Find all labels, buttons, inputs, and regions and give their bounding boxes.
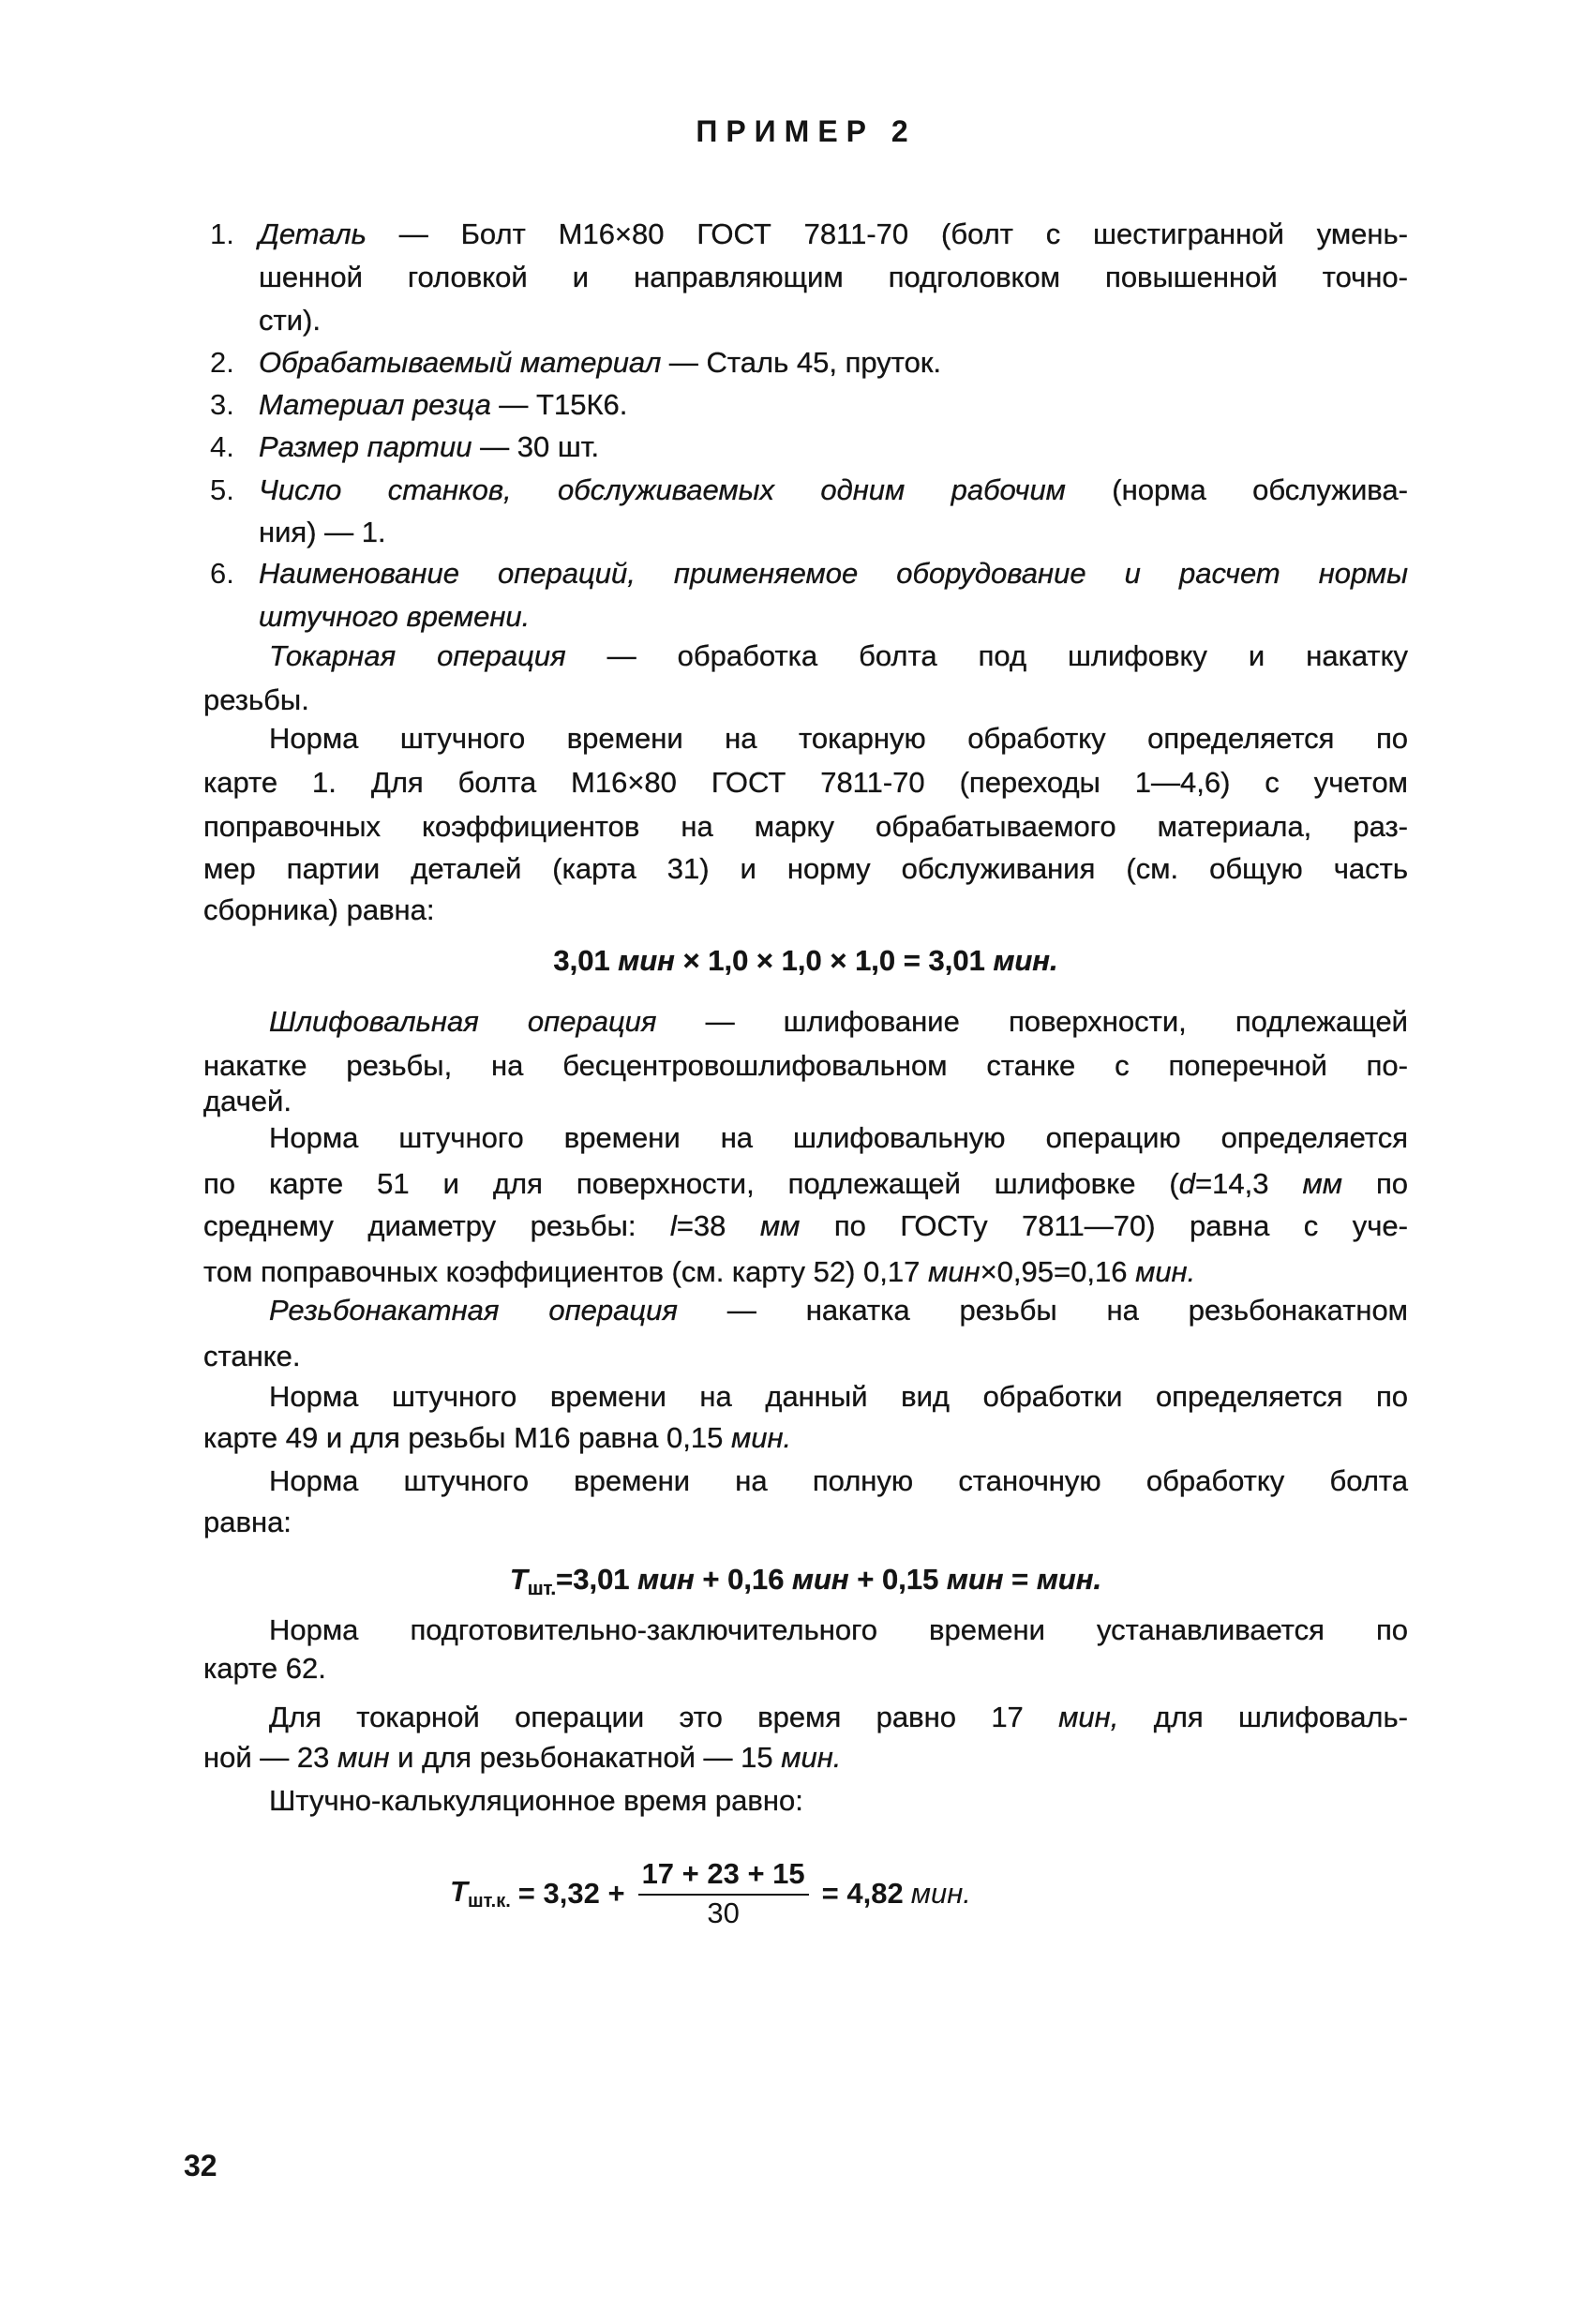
list-item-line	[259, 469, 1408, 512]
list-number: 1.	[210, 217, 234, 250]
formula-fraction	[638, 1856, 809, 1931]
text-segment: для шлифоваль-	[1118, 1701, 1408, 1733]
text-segment: — накатка резьбы на резьбонакатном	[677, 1294, 1408, 1327]
text-segment: мин	[637, 1563, 695, 1596]
formula-lhs-symbol: Т	[450, 1875, 468, 1908]
list-item-line	[259, 256, 1408, 299]
text-segment: мин	[792, 1563, 849, 1596]
text-segment: том поправочных коэффициентов (см. карту 52) 0,17	[203, 1255, 928, 1288]
paragraph-line	[203, 761, 1408, 804]
text-segment: Наименование операций, применяемое оборудование и расчет нормы	[259, 557, 1408, 590]
text-segment: мин.	[1135, 1255, 1196, 1288]
list-number: 5.	[210, 473, 234, 506]
text-segment: по	[1341, 1167, 1408, 1200]
paragraph-line	[269, 1609, 1408, 1652]
text-segment: мер партии деталей (карта 31) и норму обслуживания (см. общую часть	[203, 852, 1408, 885]
text-segment: Штучно-калькуляционное время равно:	[269, 1784, 803, 1817]
paragraph-line	[203, 1501, 1408, 1544]
text-segment: мин.	[781, 1741, 842, 1774]
text-segment: Деталь	[259, 217, 367, 250]
text-segment: сборника) равна:	[203, 893, 435, 926]
formula-line	[203, 939, 1408, 982]
text-segment: Норма штучного времени на данный вид обработки определяется по	[269, 1380, 1408, 1413]
text-segment: — Сталь 45, пруток.	[661, 346, 942, 379]
text-segment: + 0,15	[848, 1563, 947, 1596]
list-item-line	[259, 426, 1408, 469]
paragraph-line	[203, 679, 1408, 722]
text-segment: мм	[759, 1209, 801, 1242]
paragraph-line	[203, 1205, 1408, 1248]
text-segment: =3,01	[556, 1563, 638, 1596]
text-segment: мин.	[993, 944, 1058, 977]
text-segment: мин	[337, 1741, 390, 1774]
text-segment: по карте 51 и для поверхности, подлежащей шлифовке (	[203, 1167, 1179, 1200]
text-segment: Размер партии	[259, 430, 472, 463]
text-segment: мм	[1302, 1167, 1342, 1200]
text-segment: d	[1178, 1167, 1196, 1200]
text-segment: =38	[676, 1209, 760, 1242]
text-segment: Материал резца	[259, 388, 491, 421]
text-segment: Норма штучного времени на полную станочную обработку болта	[269, 1464, 1408, 1497]
paragraph-line	[269, 1000, 1408, 1043]
fraction-numerator: 17 + 23 + 15	[638, 1856, 809, 1896]
paragraph-line	[203, 1251, 1408, 1294]
list-item-line	[259, 299, 1408, 342]
text-segment: карте 62.	[203, 1652, 326, 1685]
text-segment: Токарная операция	[269, 639, 566, 672]
text-segment: Норма штучного времени на шлифовальную операцию определяется	[269, 1121, 1408, 1154]
paragraph-line	[269, 717, 1408, 760]
text-segment: — шлифование поверхности, подлежащей	[656, 1005, 1408, 1038]
text-segment: мин	[618, 944, 675, 977]
paragraph-line	[203, 1647, 1408, 1690]
text-segment: — 30 шт.	[472, 430, 600, 463]
text-segment: — Т15К6.	[490, 388, 628, 421]
paragraph-line	[203, 1335, 1408, 1378]
formula-part1: = 3,32 +	[517, 1877, 625, 1910]
paragraph-line	[269, 1460, 1408, 1503]
text-segment: станке.	[203, 1340, 301, 1372]
paragraph-line	[203, 889, 1408, 932]
text-segment: штучного времени.	[259, 600, 531, 633]
text-segment: мин,	[1058, 1701, 1119, 1733]
text-segment: Резьбонакатная операция	[269, 1294, 678, 1327]
list-number: 6.	[210, 557, 234, 590]
text-segment: среднему диаметру резьбы:	[203, 1209, 670, 1242]
paragraph-line	[203, 1736, 1408, 1779]
text-segment: поправочных коэффициентов на марку обрабатываемого материала, раз-	[203, 810, 1408, 843]
text-segment: Шлифовальная операция	[269, 1005, 657, 1038]
formula-lhs-subscript: шт.к.	[467, 1891, 511, 1912]
list-number: 2.	[210, 346, 234, 379]
text-segment: шт.	[527, 1579, 557, 1599]
text-segment: Число станков, обслуживаемых одним рабочим	[259, 473, 1066, 506]
text-segment: Норма подготовительно-заключительного времени устанавливается по	[269, 1613, 1408, 1646]
text-segment: накатке резьбы, на бесцентровошлифовальном станке с поперечной по-	[203, 1049, 1408, 1082]
formula-unit: мин.	[910, 1877, 971, 1910]
text-segment: мин.	[730, 1421, 792, 1454]
text-segment: × 1,0 × 1,0 × 1,0 = 3,01	[674, 944, 994, 977]
list-item-line	[259, 213, 1408, 256]
text-segment: — Болт М16×80 ГОСТ 7811-70 (болт с шестигранной умень-	[366, 217, 1408, 250]
list-item-line	[259, 341, 1408, 384]
text-segment: дачей.	[203, 1085, 292, 1117]
paragraph-line	[203, 805, 1408, 848]
paragraph-line	[203, 1162, 1408, 1206]
list-item-line	[259, 511, 1408, 554]
text-segment: равна:	[203, 1506, 292, 1538]
paragraph-line	[269, 1289, 1408, 1332]
text-segment: + 0,16	[694, 1563, 793, 1596]
text-segment: ×0,95=0,16	[980, 1255, 1136, 1288]
text-segment: Обрабатываемый материал	[259, 346, 662, 379]
page-title: ПРИМЕР 2	[696, 114, 917, 148]
list-number: 3.	[210, 388, 234, 421]
piece-calculation-time-formula	[450, 1852, 1144, 1936]
text-segment: 3,01	[553, 944, 619, 977]
text-segment: Т	[509, 1563, 528, 1596]
text-segment: =	[1003, 1563, 1037, 1596]
text-segment: ной — 23	[203, 1741, 337, 1774]
paragraph-line	[269, 635, 1408, 678]
text-segment: и для резьбонакатной — 15	[389, 1741, 782, 1774]
text-segment: Норма штучного времени на токарную обработку определяется по	[269, 722, 1408, 755]
list-item-line	[259, 552, 1408, 595]
formula-lhs	[450, 1875, 511, 1912]
text-segment: Для токарной операции это время равно 17	[269, 1701, 1059, 1733]
text-segment: мин	[946, 1563, 1004, 1596]
list-number: 4.	[210, 430, 234, 463]
formula-result: = 4,82	[821, 1877, 904, 1910]
paragraph-line	[269, 1779, 1408, 1822]
paragraph-line	[269, 1375, 1408, 1418]
fraction-denominator: 30	[707, 1897, 740, 1929]
paragraph-line	[269, 1117, 1408, 1160]
text-segment: резьбы.	[203, 683, 309, 716]
text-segment: — обработка болта под шлифовку и накатку	[565, 639, 1408, 672]
text-segment: ния) — 1.	[259, 516, 386, 548]
paragraph-line	[203, 1417, 1408, 1460]
page-number: 32	[184, 2149, 217, 2182]
text-segment: сти).	[259, 304, 321, 337]
text-segment: карте 1. Для болта М16×80 ГОСТ 7811-70 (переходы 1—4,6) с учетом	[203, 766, 1408, 799]
formula-line	[203, 1558, 1408, 1601]
list-item-line	[259, 595, 1408, 638]
list-item-line	[259, 383, 1408, 427]
text-segment: (норма обслужива-	[1065, 473, 1408, 506]
text-segment: мин.	[1036, 1563, 1102, 1596]
paragraph-line	[203, 847, 1408, 891]
text-segment: по ГОСТу 7811—70) равна с уче-	[800, 1209, 1408, 1242]
text-segment: мин	[928, 1255, 981, 1288]
text-segment: шенной головкой и направляющим подголовком повышенной точно-	[259, 261, 1408, 293]
text-segment: l	[669, 1209, 677, 1242]
paragraph-line	[269, 1696, 1408, 1739]
text-segment: =14,3	[1195, 1167, 1303, 1200]
text-segment: карте 49 и для резьбы М16 равна 0,15	[203, 1421, 731, 1454]
